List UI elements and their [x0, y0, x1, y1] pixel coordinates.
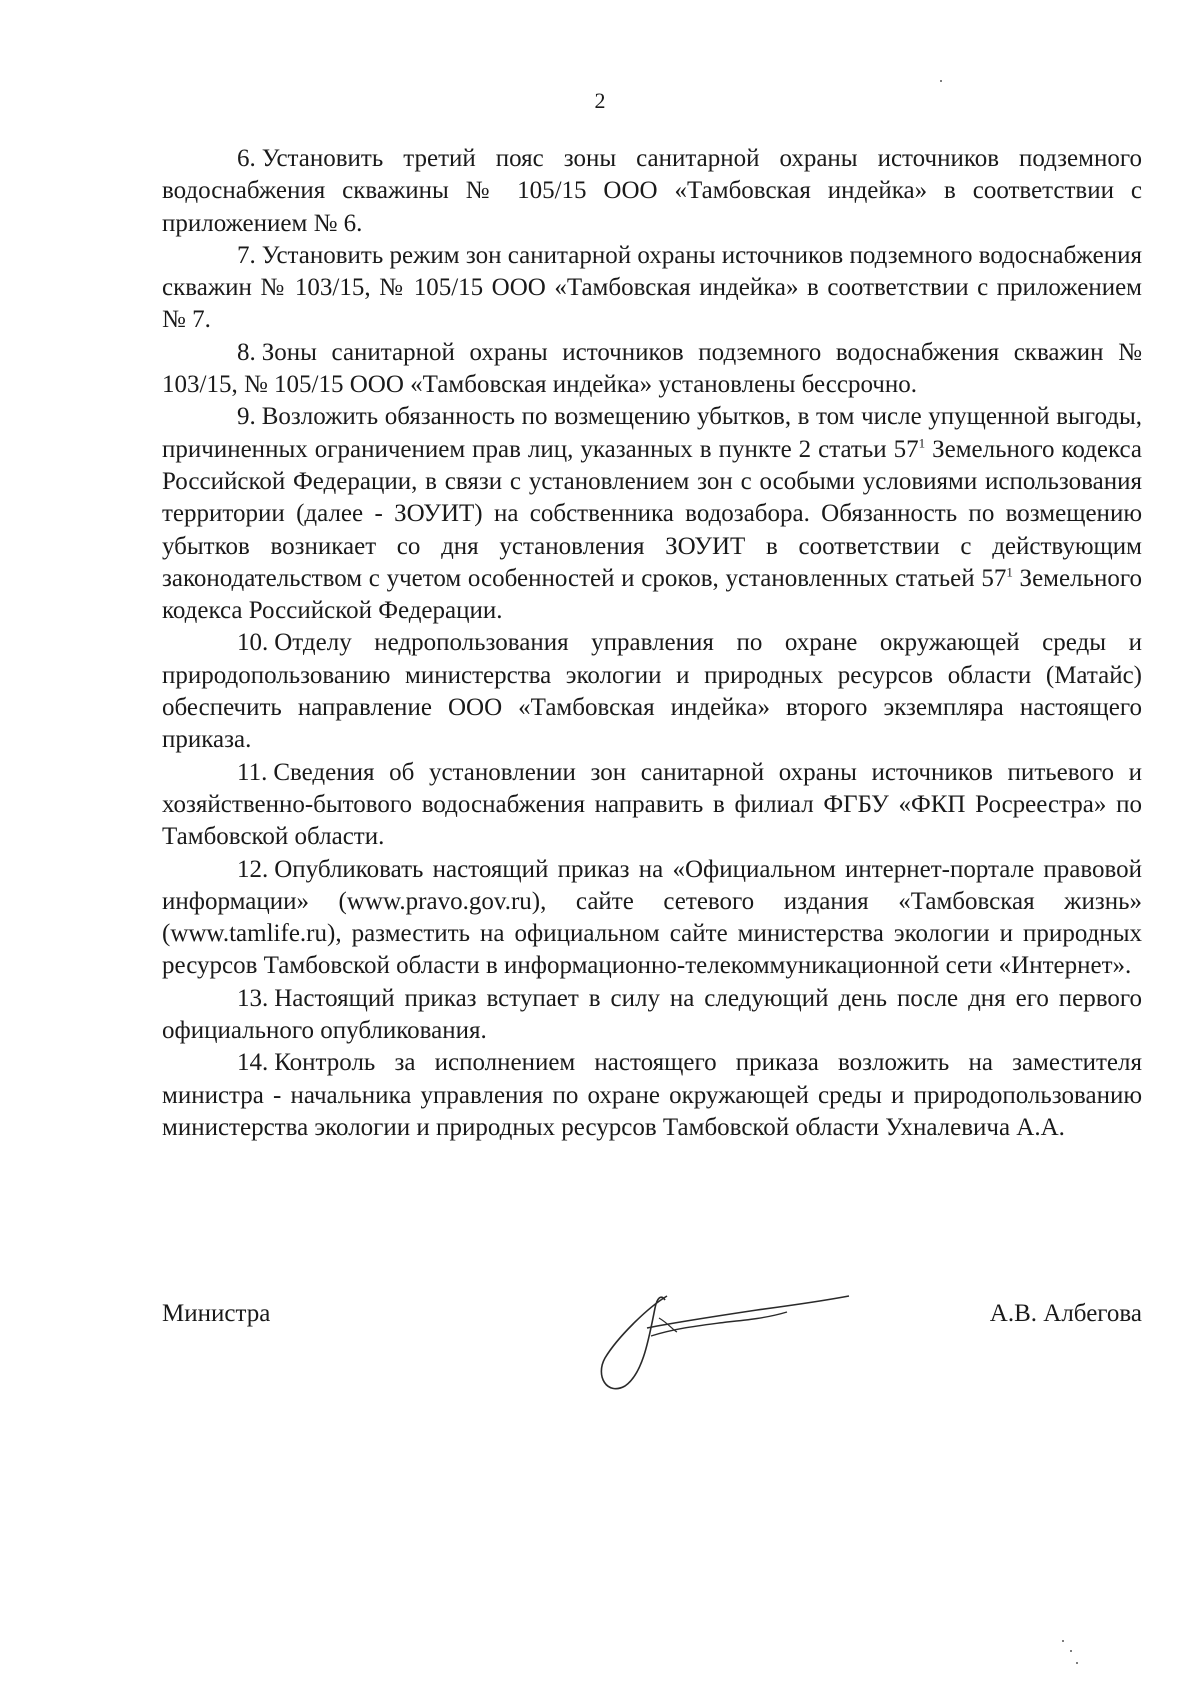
paragraph-text: Опубликовать настоящий приказ на «Официальном интернет-портале правовой информации» (www.pravo.gov.ru), сайте сетевого издания «Тамбовская жизнь» (www.tamlife.ru), разместить на официальном сайте министерства экологии и природных ресурсов Тамбовской области в информационно-телекоммуникационной сети «Интернет».: [162, 855, 1142, 980]
paragraph-text: Установить третий пояс зоны санитарной охраны источников подземного водоснабжения скважины № 105/15 ООО «Тамбовская индейка» в соответствии с приложением № 6.: [162, 145, 1142, 237]
page-number: 2: [594, 88, 606, 113]
paragraph-text: Возложить обязанность по возмещению убытков, в том числе упущенной выгоды, причиненных ограничением прав лиц, указанных в пункте 2 статьи 57: [162, 403, 1142, 463]
paragraph-number: 8.: [237, 338, 256, 366]
paragraph-number: 12.: [237, 855, 269, 883]
scan-speck: [1062, 1640, 1064, 1642]
paragraph-number: 14.: [237, 1049, 269, 1077]
paragraph-13: [162, 983, 1142, 1048]
signatory-title: Министра: [162, 1300, 271, 1327]
paragraph-7: [162, 240, 1142, 337]
paragraph-number: 11.: [237, 758, 268, 786]
superscript: 1: [1006, 564, 1013, 580]
paragraph-8: [162, 337, 1142, 402]
scan-speck: [1076, 1662, 1078, 1664]
paragraph-number: 7.: [237, 241, 256, 269]
paragraph-6: [162, 143, 1142, 240]
paragraph-number: 9.: [237, 403, 256, 431]
document-body: [162, 143, 1142, 1144]
paragraph-9: [162, 401, 1142, 627]
paragraph-11: [162, 757, 1142, 854]
paragraph-number: 6.: [237, 145, 256, 172]
paragraph-text: Земельного кодекса Российской Федерации, в связи с установлением зон с особыми условиями использования территории (далее - ЗОУИТ) на собственника водозабора. Обязанность по возмещению убытков возникает со дня установления ЗОУИТ в соответствии с действующим законодательством с учетом особенностей и сроков, установленных статьей 57: [162, 435, 1142, 592]
paragraph-text: Установить режим зон санитарной охраны источников подземного водоснабжения скважин № 103/15, № 105/15 ООО «Тамбовская индейка» в соответствии с приложением № 7.: [162, 241, 1142, 334]
paragraph-10: [162, 627, 1142, 756]
superscript: 1: [918, 435, 926, 451]
paragraph-number: 10.: [237, 629, 269, 657]
paragraph-12: [162, 854, 1142, 983]
paragraph-text: Зоны санитарной охраны источников подземного водоснабжения скважин № 103/15, № 105/15 ООО «Тамбовская индейка» установлены бессрочно.: [162, 338, 1142, 399]
paragraph-14: [162, 1047, 1142, 1144]
paragraph-number: 13.: [237, 984, 269, 1012]
paragraph-text: Сведения об установлении зон санитарной охраны источников питьевого и хозяйственно-бытового водоснабжения направить в филиал ФГБУ «ФКП Росреестра» по Тамбовской области.: [162, 758, 1142, 851]
scan-speck: [1070, 1650, 1072, 1652]
signature-block: [162, 1300, 1142, 1410]
scan-speck: [940, 80, 942, 82]
handwritten-signature: [577, 1278, 877, 1398]
paragraph-text: Настоящий приказ вступает в силу на следующий день после дня его первого официального опубликования.: [162, 984, 1142, 1045]
paragraph-text: Земельного кодекса Российской Федерации.: [162, 564, 1142, 625]
paragraph-text: Отделу недропользования управления по охране окружающей среды и природопользованию министерства экологии и природных ресурсов области (Матайс) обеспечить направление ООО «Тамбовская индейка» второго экземпляра настоящего приказа.: [162, 629, 1142, 754]
paragraph-text: Контроль за исполнением настоящего приказа возложить на заместителя министра - начальника управления по охране окружающей среды и природопользованию министерства экологии и природных ресурсов Тамбовской области Ухналевича А.А.: [162, 1049, 1142, 1141]
signatory-name: А.В. Албегова: [989, 1300, 1142, 1327]
